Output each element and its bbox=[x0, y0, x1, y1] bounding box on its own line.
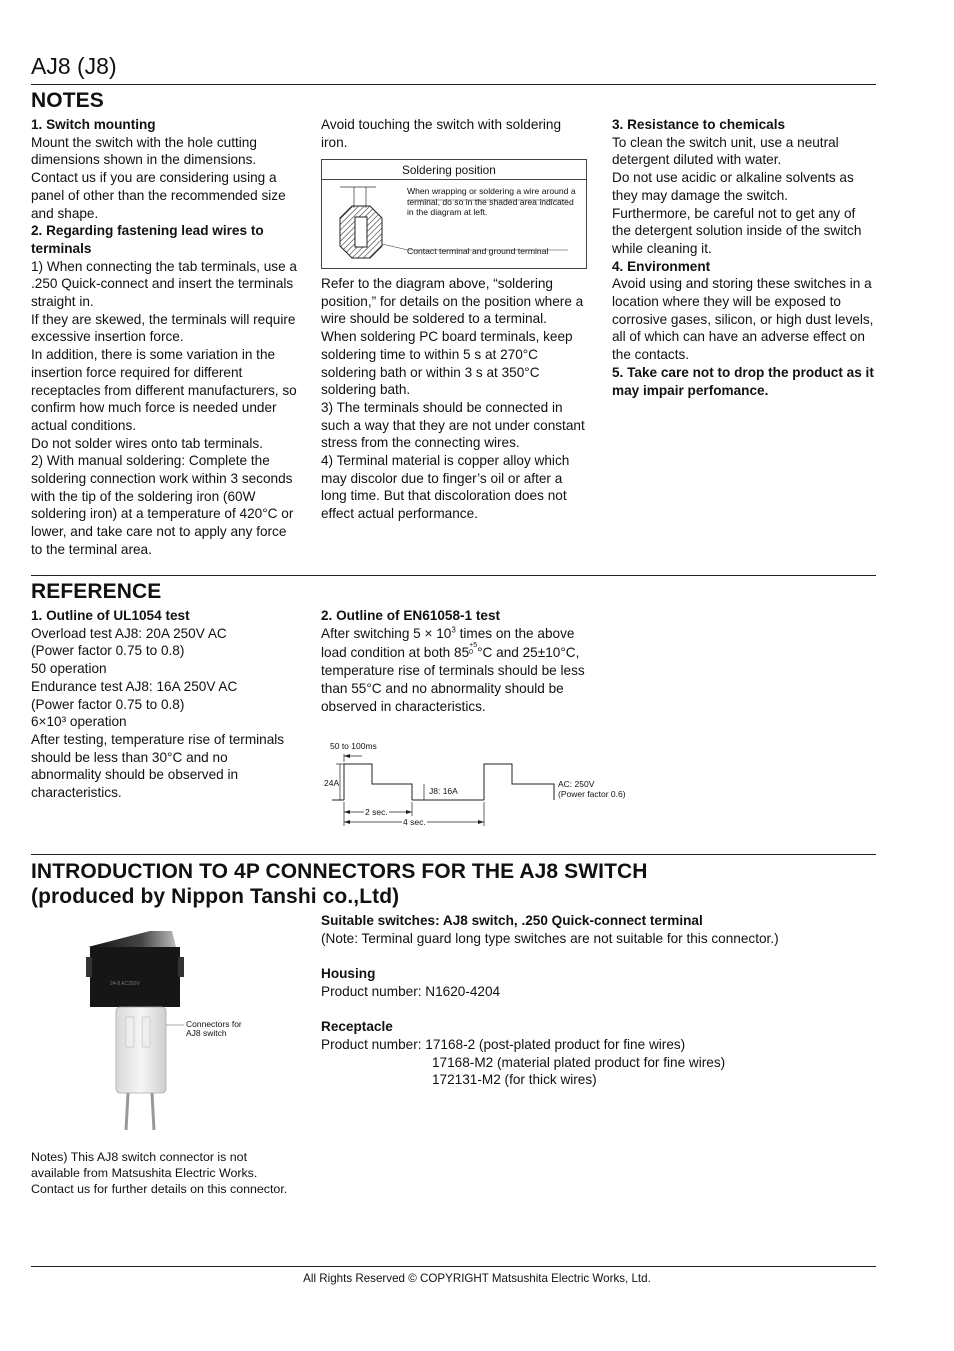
soldering-diagram-label: Contact terminal and ground terminal bbox=[407, 246, 549, 256]
intro-heading-line-1: INTRODUCTION TO 4P CONNECTORS FOR THE AJ8 SWITCH bbox=[31, 860, 648, 883]
notes-paragraph: Refer to the diagram above, “soldering position,” for details on the position where a wire should be soldered to a terminal. bbox=[321, 276, 584, 327]
notes-column-1 bbox=[31, 116, 299, 559]
notes-paragraph: When soldering PC board terminals, keep soldering time to within 5 s at 270°C soldering bath or within 3 s at 350°C soldering bath. bbox=[321, 329, 573, 398]
waveform-dim-4sec: 4 sec. bbox=[403, 817, 426, 827]
notes-paragraph: 5. Take care not to drop the product as it may impair perfomance. bbox=[612, 364, 874, 398]
notes-paragraph: In addition, there is some variation in the insertion force required for different receptacles from different manufacturers, so confirm how much force is needed under actual conditions. bbox=[31, 347, 297, 433]
waveform-current-label: 24A bbox=[324, 778, 340, 788]
notes-column-2 bbox=[321, 275, 587, 523]
reference-column-1 bbox=[31, 607, 299, 802]
housing-value: Product number: N1620-4204 bbox=[321, 983, 501, 999]
suitable-switches: Suitable switches: AJ8 switch, .250 Quick-connect terminal bbox=[321, 913, 703, 928]
notes-paragraph: 4. Environment bbox=[612, 258, 711, 274]
notes-paragraph: Do not use acidic or alkaline solvents as they may damage the switch. bbox=[612, 170, 854, 203]
notes-paragraph: 2. Regarding fastening lead wires to terminals bbox=[31, 223, 264, 256]
housing-label: Housing bbox=[321, 966, 376, 982]
waveform-dim-2sec: 2 sec. bbox=[365, 807, 388, 817]
intro-heading-line-2: (produced by Nippon Tanshi co.,Ltd) bbox=[31, 885, 400, 908]
intro-rule bbox=[31, 854, 876, 855]
connector-notes-line: Contact us for further details on this connector. bbox=[31, 1182, 288, 1196]
notes-column-2-top bbox=[321, 116, 587, 151]
notes-paragraph: Do not solder wires onto tab terminals. bbox=[31, 435, 263, 451]
load-waveform-diagram bbox=[322, 736, 642, 828]
notes-paragraph: If they are skewed, the terminals will require excessive insertion force. bbox=[31, 311, 296, 345]
receptacle-value: Product number: 17168-2 (post-plated product for fine wires) bbox=[321, 1036, 686, 1052]
reference-paragraph: After testing, temperature rise of terminals should be less than 30°C and no abnormality should be observed in characteristics. bbox=[31, 731, 285, 801]
suitable-switches-note: (Note: Terminal guard long type switches are not suitable for this connector.) bbox=[321, 930, 779, 946]
reference-paragraph: After switching $5 \times 10^3$ times on the above load condition at both 85 +5 0 °C and 25±10°C, temperature rise of terminals should be less than 55°C and no abnormality should be observed in characteristics. bbox=[321, 625, 585, 714]
receptacle-value: 17168-M2 (material plated product for fine wires) bbox=[432, 1054, 726, 1070]
reference-paragraph: Overload test AJ8: 20A 250V AC bbox=[31, 625, 227, 641]
notes-paragraph: Mount the switch with the hole cutting dimensions shown in the dimensions. Contact us if you are considering using a panel of other than the recommended size and shape. bbox=[31, 134, 286, 221]
footer-rule bbox=[31, 1266, 876, 1267]
reference-paragraph: 1. Outline of UL1054 test bbox=[31, 608, 190, 623]
title-rule bbox=[31, 84, 876, 85]
footer-copyright: All Rights Reserved © COPYRIGHT Matsushita Electric Works, Ltd. bbox=[303, 1272, 651, 1285]
notes-column-3 bbox=[612, 116, 876, 399]
reference-subheading: 2. Outline of EN61058-1 test bbox=[321, 608, 501, 623]
receptacle-label: Receptacle bbox=[321, 1019, 393, 1035]
soldering-diagram-title: Soldering position bbox=[402, 163, 496, 177]
notes-paragraph: 4) Terminal material is copper alloy which may discolor due to finger’s oil or after a long time. But that discoloration does not effect actual performance. bbox=[321, 453, 570, 522]
notes-paragraph: To clean the switch unit, use a neutral detergent diluted with water. bbox=[612, 134, 839, 168]
connector-notes-line: Notes) This AJ8 switch connector is not bbox=[31, 1150, 248, 1164]
reference-rule bbox=[31, 575, 876, 576]
intro-heading bbox=[31, 859, 648, 909]
photo-label-line-1: Connectors for bbox=[186, 1019, 242, 1029]
notes-paragraph: 3) The terminals should be connected in such a way that they are not under constant stress from the connecting wires. bbox=[321, 399, 585, 451]
reference-heading: REFERENCE bbox=[31, 580, 162, 603]
notes-paragraph: Furthermore, be careful not to get any of the detergent solution inside of the switch while cleaning it. bbox=[612, 205, 862, 256]
notes-paragraph: Avoid using and storing these switches in a location where they will be exposed to corrosive gases, silicon, or high dust levels, all of which can have an adverse effect on the contacts. bbox=[612, 276, 874, 363]
reference-paragraph: (Power factor 0.75 to 0.8) bbox=[31, 643, 185, 659]
notes-paragraph: 1. Switch mounting bbox=[31, 117, 156, 132]
waveform-voltage-label: AC: 250V bbox=[558, 779, 595, 789]
waveform-power-factor-label: (Power factor 0.6) bbox=[558, 789, 626, 799]
waveform-mid-label: J8: 16A bbox=[429, 786, 458, 796]
reference-column-2 bbox=[321, 607, 587, 715]
reference-paragraph: 50 operation bbox=[31, 661, 107, 677]
notes-paragraph: 3. Resistance to chemicals bbox=[612, 117, 786, 132]
notes-heading: NOTES bbox=[31, 89, 104, 112]
waveform-top-label: 50 to 100ms bbox=[330, 741, 377, 751]
photo-label-line-2: AJ8 switch bbox=[186, 1028, 227, 1038]
connector-notes bbox=[31, 1149, 287, 1197]
switch-print-text: 24-8 AC250V bbox=[110, 981, 140, 987]
reference-paragraph: (Power factor 0.75 to 0.8) bbox=[31, 696, 185, 712]
connector-photo bbox=[80, 925, 280, 1135]
soldering-diagram-note: When wrapping or soldering a wire around a terminal, do so in the shaded area indicated in the diagram at left. bbox=[407, 186, 576, 218]
notes-paragraph: 1) When connecting the tab terminals, use a .250 Quick-connect and insert the terminals straight in. bbox=[31, 258, 297, 310]
reference-paragraph: Endurance test AJ8: 16A 250V AC bbox=[31, 678, 238, 694]
receptacle-value: 172131-M2 (for thick wires) bbox=[432, 1072, 597, 1088]
reference-paragraph: 6×10³ operation bbox=[31, 714, 127, 730]
page-title: AJ8 (J8) bbox=[31, 53, 117, 79]
soldering-diagram bbox=[321, 159, 587, 269]
connector-notes-line: available from Matsushita Electric Works. bbox=[31, 1166, 258, 1180]
notes-paragraph: Avoid touching the switch with soldering iron. bbox=[321, 117, 562, 150]
notes-paragraph: 2) With manual soldering: Complete the soldering connection work within 3 seconds with the tip of the soldering iron (60W soldering iron) at a temperature of 420°C or lower, and take care not to apply any force to the terminal area. bbox=[31, 453, 294, 557]
connector-specs bbox=[321, 912, 877, 1089]
